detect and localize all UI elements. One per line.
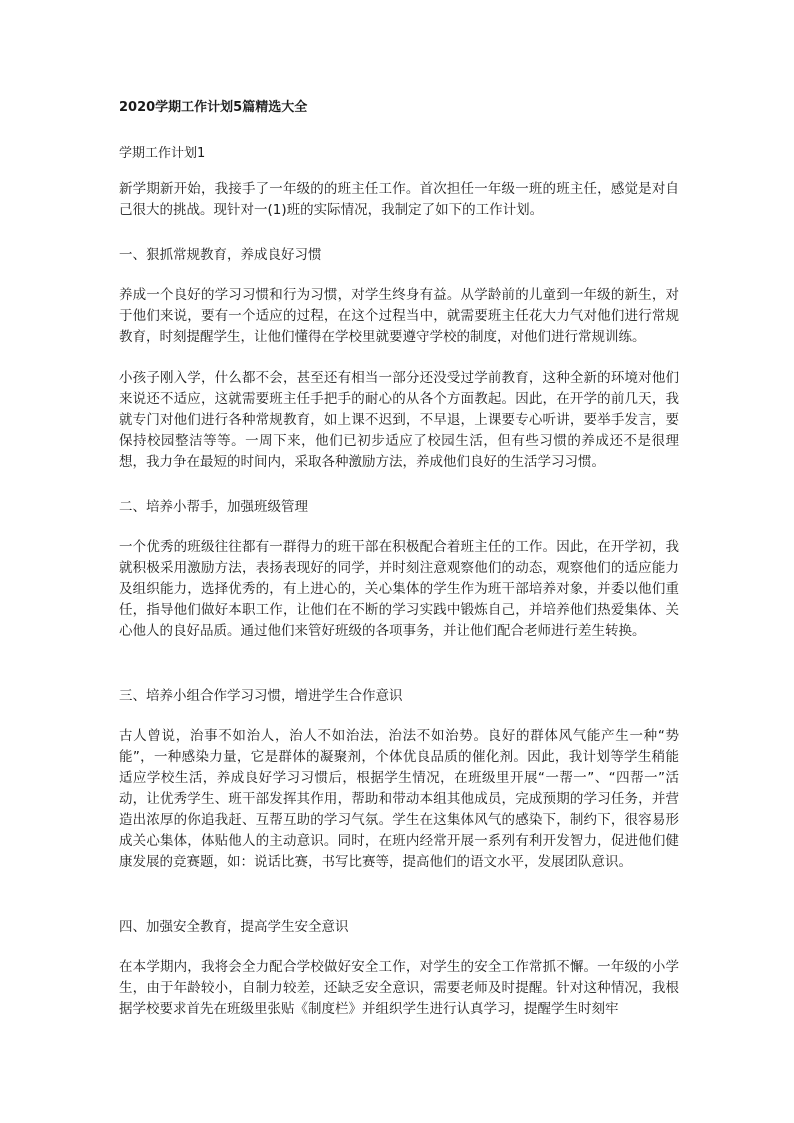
section-title: 学期工作计划1	[119, 146, 206, 161]
paragraph-4: 在本学期内，我将会全力配合学校做好安全工作，对学生的安全工作常抓不懈。一年级的小学生，由于年龄较小，自制力较差，还缺乏安全意识，需要老师及时提醒。针对这种情况，我根据学校要求首先在班级里张贴《制度栏》并组织学生进行认真学习，提醒学生时刻牢	[119, 959, 679, 1017]
heading-1: 一、狠抓常规教育，养成良好习惯	[119, 247, 322, 263]
heading-4: 四、加强安全教育，提高学生安全意识	[119, 919, 349, 935]
paragraph-1b: 小孩子刚入学，什么都不会，甚至还有相当一部分还没受过学前教育，这种全新的环境对他们来说还不适应，这就需要班主任手把手的耐心的从各个方面教起。因此，在开学的前几天，我就专门对他们进行各种常规教育，如上课不迟到，不早退，上课要专心听讲，要举手发言，要保持校园整洁等等。一周下来，他们已初步适应了校园生活，但有些习惯的养成还不是很理想，我力争在最短的时间内，采取各种激励方法，养成他们良好的生活学习习惯。	[119, 370, 679, 470]
document-title: 2020学期工作计划5篇精选大全	[119, 100, 308, 115]
paragraph-3: 古人曾说，治事不如治人，治人不如治法，治法不如治势。良好的群体风气能产生一种“势能”，一种感染力量，它是群体的凝聚剂，个体优良品质的催化剂。因此，我计划等学生稍能适应学校生活，养成良好学习习惯后，根据学生情况，在班级里开展“一帮一”、“四帮一”活动，让优秀学生、班干部发挥其作用，帮助和带动本组其他成员，完成预期的学习任务，并营造出浓厚的你追我赶、互帮互助的学习气氛。学生在这集体风气的感染下，制约下，很容易形成关心集体，体贴他人的主动意识。同时，在班内经常开展一系列有利开发智力，促进他们健康发展的竞赛题，如：说话比赛，书写比赛等，提高他们的语文水平，发展团队意识。	[119, 728, 679, 870]
paragraph-intro: 新学期新开始，我接手了一年级的的班主任工作。首次担任一年级一班的班主任，感觉是对自己很大的挑战。现针对一(1)班的实际情况，我制定了如下的工作计划。	[119, 181, 679, 218]
heading-3: 三、培养小组合作学习习惯，增进学生合作意识	[119, 688, 403, 704]
heading-2: 二、培养小帮手，加强班级管理	[119, 499, 308, 515]
paragraph-1a: 养成一个良好的学习习惯和行为习惯，对学生终身有益。从学龄前的儿童到一年级的新生，对于他们来说，要有一个适应的过程，在这个过程当中，就需要班主任花大力气对他们进行常规教育，时刻提醒学生，让他们懂得在学校里就要遵守学校的制度，对他们进行常规训练。	[119, 287, 679, 345]
paragraph-2: 一个优秀的班级往往都有一群得力的班干部在积极配合着班主任的工作。因此，在开学初，我就积极采用激励方法，表扬表现好的同学，并时刻注意观察他们的动态，观察他们的适应能力及组织能力，选择优秀的，有上进心的，关心集体的学生作为班干部培养对象，并委以他们重任，指导他们做好本职工作，让他们在不断的学习实践中锻炼自己，并培养他们热爱集体、关心他人的良好品质。通过他们来管好班级的各项事务，并让他们配合老师进行差生转换。	[119, 539, 679, 639]
